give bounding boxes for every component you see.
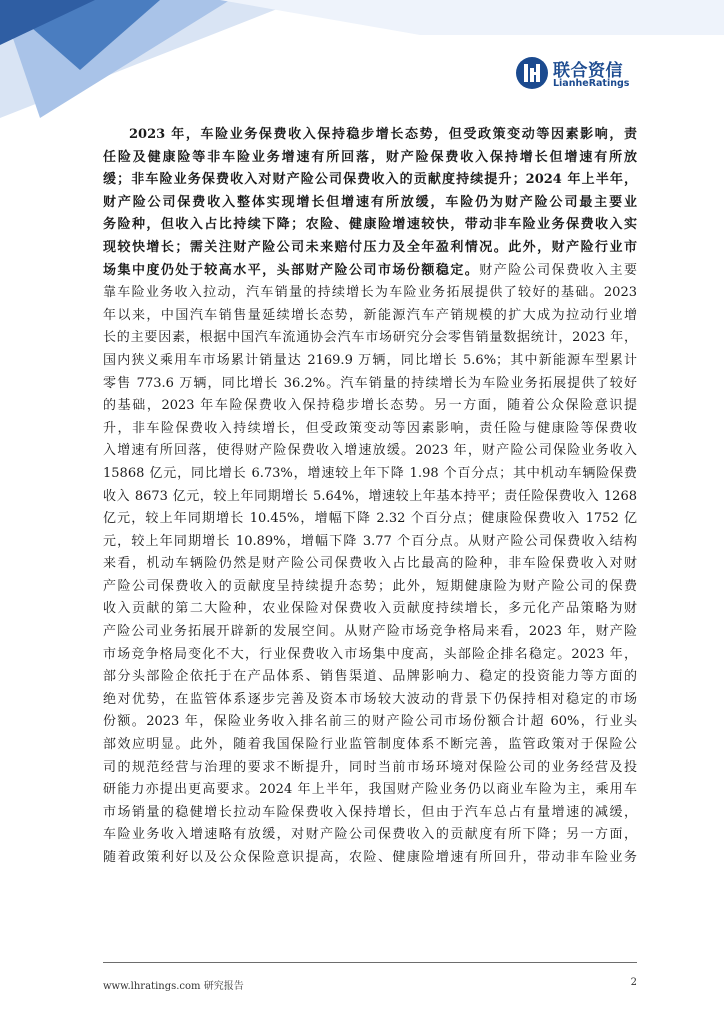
paragraph-line bbox=[103, 644, 637, 667]
line-text: 元，较上年同期增长 10.89%，增幅下降 3.77 个百分点。从财产险公司保费收入结构 bbox=[103, 533, 637, 549]
line-text: 年以来，中国汽车销售量延续增长态势，新能源汽车产销规模的扩大成为拉动行业增 bbox=[103, 307, 637, 323]
line-text: 亿元，较上年同期增长 10.45%，增幅下降 2.32 个百分点；健康险保费收入 1752 亿 bbox=[103, 511, 637, 527]
paragraph-line bbox=[103, 553, 637, 576]
paragraph-line bbox=[103, 192, 637, 215]
paragraph-line bbox=[103, 508, 637, 531]
paragraph-line bbox=[103, 147, 637, 170]
line-text: 的基础，2023 年车险保费收入保持稳步增长态势。另一方面，随着公众保险意识提 bbox=[103, 398, 637, 414]
line-text: 份额。2023 年，保险业务收入排名前三的财产险公司市场份额合计超 60%，行业头 bbox=[103, 714, 637, 730]
line-text: 随着政策利好以及公众保险意识提高，农险、健康险增速有所回升，带动非车险业务 bbox=[103, 850, 637, 865]
paragraph-line bbox=[103, 847, 637, 870]
line-text: 市场竞争格局变化不大，行业保费收入市场集中度高，头部险企排名稳定。2023 年， bbox=[103, 646, 637, 662]
line-text: 绝对优势，在监管体系逐步完善及资本市场较大波动的背景下仍保持相对稳定的市场 bbox=[103, 691, 637, 707]
paragraph-line bbox=[103, 418, 637, 441]
line-text: 部分头部险企依托于在产品体系、销售渠道、品牌影响力、稳定的投资能力等方面的 bbox=[103, 669, 637, 685]
line-text: 财产险公司保费收入主要 bbox=[479, 262, 637, 278]
paragraph-line bbox=[103, 824, 637, 847]
paragraph-line bbox=[103, 282, 637, 305]
footer-divider bbox=[103, 962, 637, 963]
paragraph-line bbox=[103, 531, 637, 554]
paragraph-line bbox=[103, 395, 637, 418]
paragraph-line bbox=[103, 214, 637, 237]
paragraph-line bbox=[103, 237, 637, 260]
paragraph-line bbox=[103, 576, 637, 599]
lianhe-logo-icon bbox=[515, 56, 549, 90]
line-text: 收入贡献的第二大险种，农业保险对保费收入贡献度持续增长，多元化产品策略为财 bbox=[103, 601, 637, 617]
paragraph-line bbox=[103, 711, 637, 734]
paragraph-line bbox=[103, 486, 637, 509]
line-text: 产险公司业务拓展开辟新的发展空间。从财产险市场竞争格局来看，2023 年，财产险 bbox=[103, 624, 637, 640]
bold-text: 任险及健康险等非车险业务增速有所回落，财产险保费收入保持增长但增速有所放 bbox=[103, 149, 637, 165]
paragraph-line bbox=[103, 779, 637, 802]
paragraph-line bbox=[103, 305, 637, 328]
paragraph-line bbox=[103, 802, 637, 825]
paragraph-line bbox=[103, 169, 637, 192]
line-text: 市场销量的稳健增长拉动车险保费收入保持增长，但由于汽车总占有量增速的减缓， bbox=[103, 804, 637, 820]
paragraph-line bbox=[103, 734, 637, 757]
paragraph-line bbox=[103, 598, 637, 621]
paragraph-line bbox=[103, 689, 637, 712]
line-text: 长的主要因素，根据中国汽车流通协会汽车市场研究分会零售销量数据统计，2023 年， bbox=[103, 330, 637, 346]
bold-text: 缓；非车险业务保费收入对财产险公司保费收入的贡献度持续提升；2024 年上半年， bbox=[103, 172, 637, 188]
bold-text: 现较快增长；需关注财产险公司未来赔付压力及全年盈利情况。此外，财产险行业市 bbox=[103, 239, 637, 255]
line-text: 司的规范经营与治理的要求不断提升，同时当前市场环境对保险公司的业务经营及投 bbox=[103, 759, 637, 775]
body-paragraph bbox=[103, 124, 637, 870]
paragraph-line bbox=[103, 757, 637, 780]
line-text: 研能力亦提出更高要求。2024 年上半年，我国财产险业务仍以商业车险为主，乘用车 bbox=[103, 782, 637, 798]
paragraph-line bbox=[103, 440, 637, 463]
line-text: 产险公司保费收入的贡献度呈持续提升态势；此外，短期健康险为财产险公司的保费 bbox=[103, 578, 637, 594]
paragraph-line bbox=[103, 463, 637, 486]
bold-text: 务险种，但收入占比持续下降；农险、健康险增速较快，带动非车险业务保费收入实 bbox=[103, 217, 637, 233]
logo-english-name: LianheRatings bbox=[553, 78, 630, 89]
logo-chinese-name: 联合资信 bbox=[553, 61, 623, 81]
line-text: 升，非车险保费收入持续增长，但受政策变动等因素影响，责任险与健康险等保费收 bbox=[103, 420, 637, 436]
footer-website: www.lhratings.com 研究报告 bbox=[103, 981, 244, 992]
paragraph-line bbox=[103, 260, 637, 283]
company-logo bbox=[515, 56, 665, 96]
line-text: 靠车险业务收入拉动，汽车销量的持续增长为车险业务拓展提供了较好的基础。2023 bbox=[103, 285, 637, 301]
bold-text: 场集中度仍处于较高水平，头部财产险公司市场份额稳定。 bbox=[103, 262, 480, 278]
paragraph-line bbox=[103, 621, 637, 644]
line-text: 车险业务收入增速略有放缓，对财产险公司保费收入的贡献度有所下降；另一方面， bbox=[103, 827, 637, 843]
page-number: 2 bbox=[630, 977, 637, 988]
bold-text: 2023 年，车险业务保费收入保持稳步增长态势，但受政策变动等因素影响，责 bbox=[129, 127, 637, 142]
line-text: 部效应明显。此外，随着我国保险行业监管制度体系不断完善，监管政策对于保险公 bbox=[103, 737, 637, 753]
paragraph-line bbox=[103, 666, 637, 689]
line-text: 国内狭义乘用车市场累计销量达 2169.9 万辆，同比增长 5.6%；其中新能源车型累计 bbox=[103, 352, 637, 368]
paragraph-line bbox=[103, 373, 637, 396]
paragraph-line bbox=[103, 124, 637, 147]
line-text: 来看，机动车辆险仍然是财产险公司保费收入占比最高的险种，非车险保费收入对财 bbox=[103, 556, 637, 572]
line-text: 入增速有所回落，使得财产险保费收入增速放缓。2023 年，财产险公司保险业务收入 bbox=[103, 443, 637, 459]
paragraph-line bbox=[103, 350, 637, 373]
line-text: 零售 773.6 万辆，同比增长 36.2%。汽车销量的持续增长为车险业务拓展提供了较好 bbox=[103, 375, 637, 391]
paragraph-line bbox=[103, 327, 637, 350]
line-text: 15868 亿元，同比增长 6.73%，增速较上年下降 1.98 个百分点；其中机动车辆险保费 bbox=[103, 465, 637, 481]
bold-text: 财产险公司保费收入整体实现增长但增速有所放缓，车险仍为财产险公司最主要业 bbox=[103, 194, 637, 210]
line-text: 收入 8673 亿元，较上年同期增长 5.64%，增速较上年基本持平；责任险保费收入 1268 bbox=[103, 488, 637, 504]
